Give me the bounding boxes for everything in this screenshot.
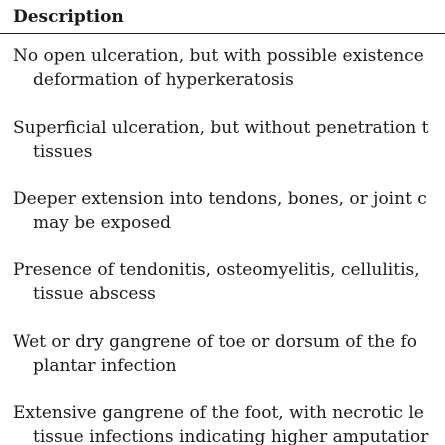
table-row (13, 116, 445, 164)
table-row (13, 44, 445, 92)
table-row (13, 258, 445, 306)
row-text-line: Presence of tendonitis, osteomyelitis, cellulitis, (13, 260, 420, 280)
header-divider (0, 33, 445, 34)
row-text-line: Deeper extension into tendons, bones, or joint c (13, 189, 427, 209)
table-row (13, 187, 445, 235)
row-text-continuation: tissues (33, 142, 93, 162)
table-row (13, 330, 445, 378)
row-text-continuation: plantar infection (33, 356, 177, 376)
row-text-line: Wet or dry gangrene of toe or dorsum of the fo (13, 332, 417, 352)
row-text-continuation: deformation of hyperkeratosis (33, 70, 294, 90)
table-row (13, 401, 445, 445)
row-text-line: No open ulceration, but with possible existence (13, 46, 424, 66)
row-text-line: Extensive gangrene of the foot, with necrotic le (13, 403, 424, 423)
row-text-line: Superficial ulceration, but without penetration t (13, 118, 429, 138)
row-text-continuation: tissue infections indicating higher amputatior (33, 427, 429, 445)
row-text-continuation: tissue abscess (33, 284, 156, 304)
row-text-continuation: may be exposed (33, 213, 172, 233)
column-header-description: Description (13, 7, 124, 27)
